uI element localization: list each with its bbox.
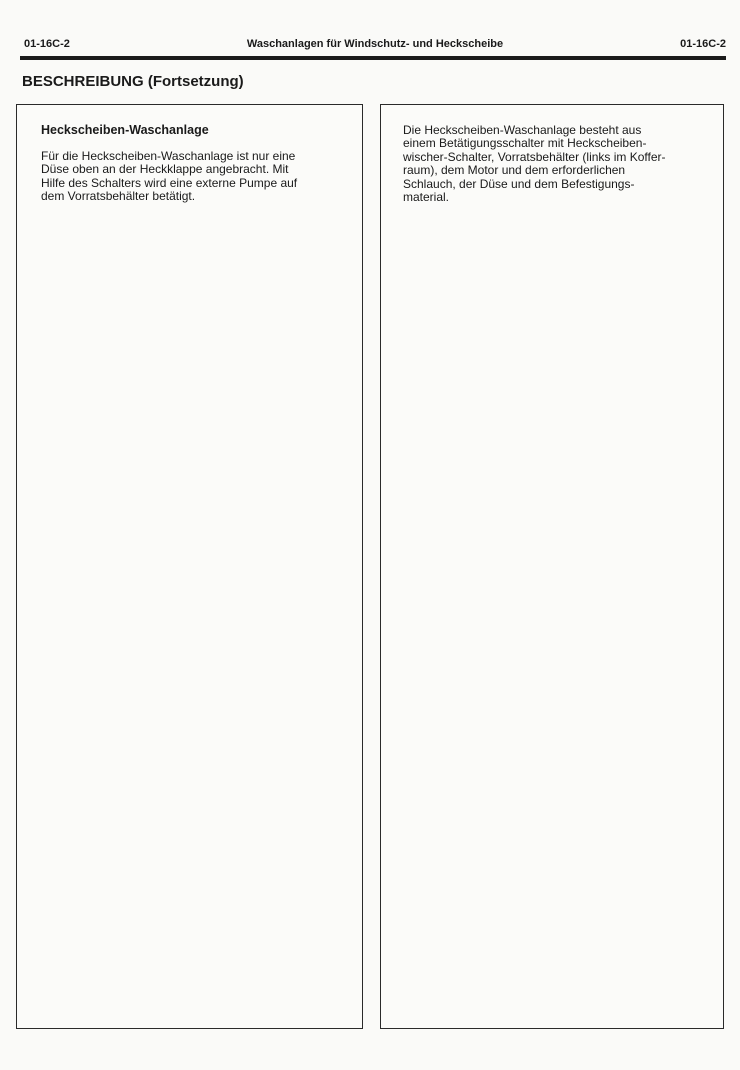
page-code-left: 01-16C-2 — [24, 38, 70, 50]
left-text-panel — [16, 104, 363, 1029]
left-panel-text: Für die Heckscheiben-Waschanlage ist nur eine Düse oben an der Heckklappe angebracht. Mit Hilfe des Schalters wird eine externe Pumpe auf dem Vorratsbehälter betätigt. — [41, 149, 298, 204]
left-panel-heading: Heckscheiben-Waschanlage — [41, 123, 209, 137]
page-header-title: Waschanlagen für Windschutz- und Heckscheibe — [246, 38, 504, 50]
header-divider — [20, 56, 726, 60]
right-text-panel — [380, 104, 724, 1029]
page-code-right: 01-16C-2 — [680, 38, 726, 50]
page-header — [24, 38, 726, 56]
right-panel-text: Die Heckscheiben-Waschanlage besteht aus einem Betätigungsschalter mit Heckscheiben- wischer-Schalter, Vorratsbehälter (links im Koffer- raum), dem Motor und dem erforderlichen Schlauch, der Düse und dem Befestigungs- material. — [403, 123, 666, 205]
section-title: BESCHREIBUNG (Fortsetzung) — [22, 73, 244, 90]
